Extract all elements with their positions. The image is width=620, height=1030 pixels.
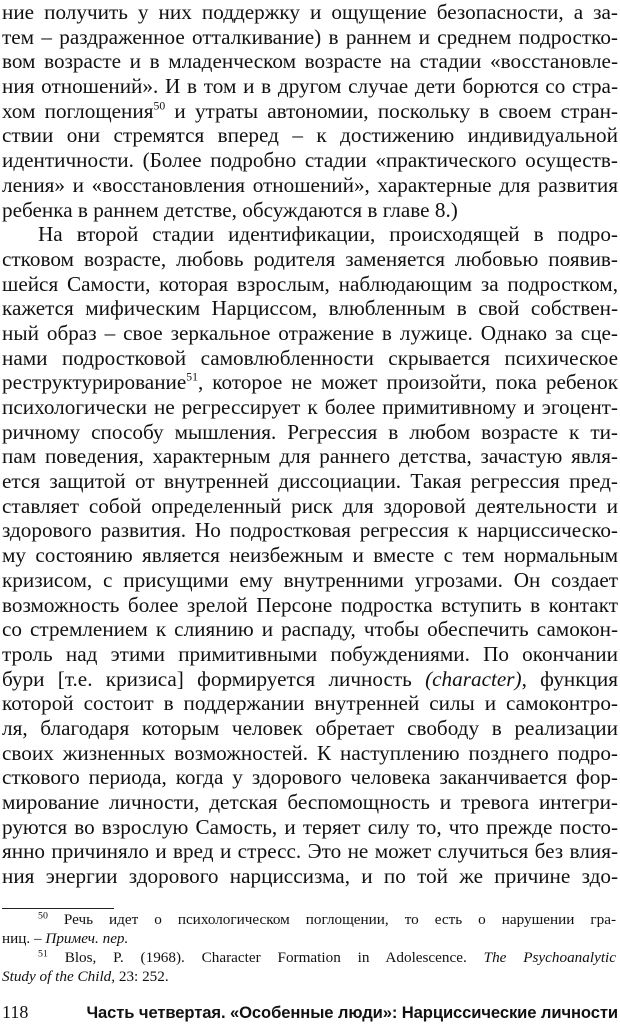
journal-title: The Psychoanalytic (483, 949, 616, 966)
text-line: му состоянию является неизбежным и вместе с тем нормальным (2, 543, 618, 568)
paragraph-start-line: На второй стадии идентификации, происходящей в подро- (38, 222, 618, 247)
footnote-text: , 23: 252. (111, 968, 169, 985)
text-line: ставляет собой определенный риск для здоровой деятельности и (2, 493, 618, 518)
translator-note: Примеч. пер. (45, 930, 129, 947)
footnote-ref-51: 51 (186, 370, 198, 384)
footnote-separator (2, 908, 114, 909)
text-line: руются во взрослую Самость, и теряет силу то, что прежде посто- (2, 814, 618, 839)
text-line: здорового развития. Но подростковая регрессия к нарциссическо- (2, 518, 618, 543)
text-fragment: хом поглощения (2, 98, 154, 123)
text-line: мирование личности, детская беспомощность и тревога интегри- (2, 790, 618, 814)
italic-term: (character) (425, 666, 522, 691)
text-line: идентичности. (Более подробно стадии «практического осуществ- (2, 148, 618, 173)
text-line: ния энергии здорового нарциссизма, и по той же причине здо- (2, 864, 618, 889)
text-line: ричному способу мышления. Регрессия в любом возрасте к ти- (2, 419, 618, 444)
text-line: пам поведения, характерным для раннего детства, зачастую явля- (2, 444, 618, 469)
text-line: сткового периода, когда у здорового человека заканчивается фор- (2, 765, 618, 790)
text-line: ребенка в раннем детстве, обсуждаются в главе 8.) (2, 197, 458, 222)
page-footer (2, 1002, 618, 1028)
text-line (2, 99, 618, 124)
text-line: своих жизненных возможностей. К наступлению позднего подро- (2, 740, 618, 765)
footnote-text: Blos, P. (1968). Character Formation in Adolescence. (47, 949, 484, 966)
footnote-mark: 51 (38, 948, 48, 960)
text-line: шейся Самости, которая взрослым, наблюдающим за подростком, (2, 271, 618, 296)
text-line: кажется мифическим Нарциссом, влюбленным в свой собствен- (2, 296, 618, 321)
text-line: ние получить у них поддержку и ощущение безопасности, а за- (2, 0, 618, 24)
running-head: Часть четвертая. «Особенные люди»: Нарциссические личности (86, 1003, 618, 1022)
journal-title: Study of the Child (2, 968, 112, 985)
text-line: возможность более зрелой Персоне подростка вступить в контакт (2, 592, 618, 617)
text-line: ный образ – свое зеркальное отражение в лужице. Однако за сце- (2, 320, 618, 345)
text-line: янно причиняло и вред и стресс. Это не может случиться без влия- (2, 839, 618, 864)
body-text (2, 0, 618, 889)
text-line (2, 667, 618, 692)
footnote-text: ниц. – (2, 930, 46, 947)
footnote-mark: 50 (38, 910, 48, 922)
text-fragment: , которое не может произойти, пока ребенок (197, 370, 618, 395)
text-fragment: реструктурирование (2, 370, 187, 395)
text-line: психологически не регрессирует к более примитивному и эгоцент- (2, 395, 618, 419)
text-fragment: , функция (521, 666, 618, 691)
text-fragment: бури [т.е. кризиса] формируется личность (2, 666, 426, 691)
text-line: ля, благодаря которым человек обретает свободу в реализации (2, 715, 618, 740)
text-line: троль над этими примитивными побуждениями. По окончании (2, 641, 618, 666)
text-fragment: и утраты автономии, поскольку в своем стран- (165, 98, 618, 123)
footnote-51 (2, 948, 616, 967)
footnote-50 (2, 910, 616, 929)
text-line: которой состоит в поддержании внутренней силы и самоконтро- (2, 691, 618, 716)
footnote-text: Речь идет о психологическом поглощении, то есть о нарушении гра- (47, 911, 616, 928)
text-line: со стремлением к слиянию и распаду, чтобы обеспечить самокон- (2, 617, 618, 642)
text-line: ния отношений». И в том и в другом случае дети борются со стра- (2, 74, 618, 99)
page-number: 118 (2, 1002, 29, 1022)
text-line: ется защитой от внутренней диссоциации. Такая регрессия пред- (2, 469, 618, 494)
text-line: вом возрасте и в младенческом возрасте на стадии «восстановле- (2, 49, 618, 74)
footnote-ref-50: 50 (153, 99, 166, 113)
text-line: кризисом, с присущими ему внутренними угрозами. Он создает (2, 567, 618, 592)
text-line (2, 370, 618, 395)
footnotes (2, 910, 616, 986)
text-line: тем – раздраженное отталкивание) в раннем и среднем подростко- (2, 24, 618, 49)
footnote-51-cont (2, 967, 616, 986)
text-line: ствии они стремятся вперед – к достижению индивидуальной (2, 123, 618, 148)
text-line: нами подростковой самовлюбленности скрывается психическое (2, 345, 618, 370)
text-line: ления» и «восстановления отношений», характерные для развития (2, 172, 618, 197)
footnote-50-cont (2, 929, 616, 948)
text-line: стковом возрасте, любовь родителя заменяется любовью появив- (2, 246, 618, 271)
